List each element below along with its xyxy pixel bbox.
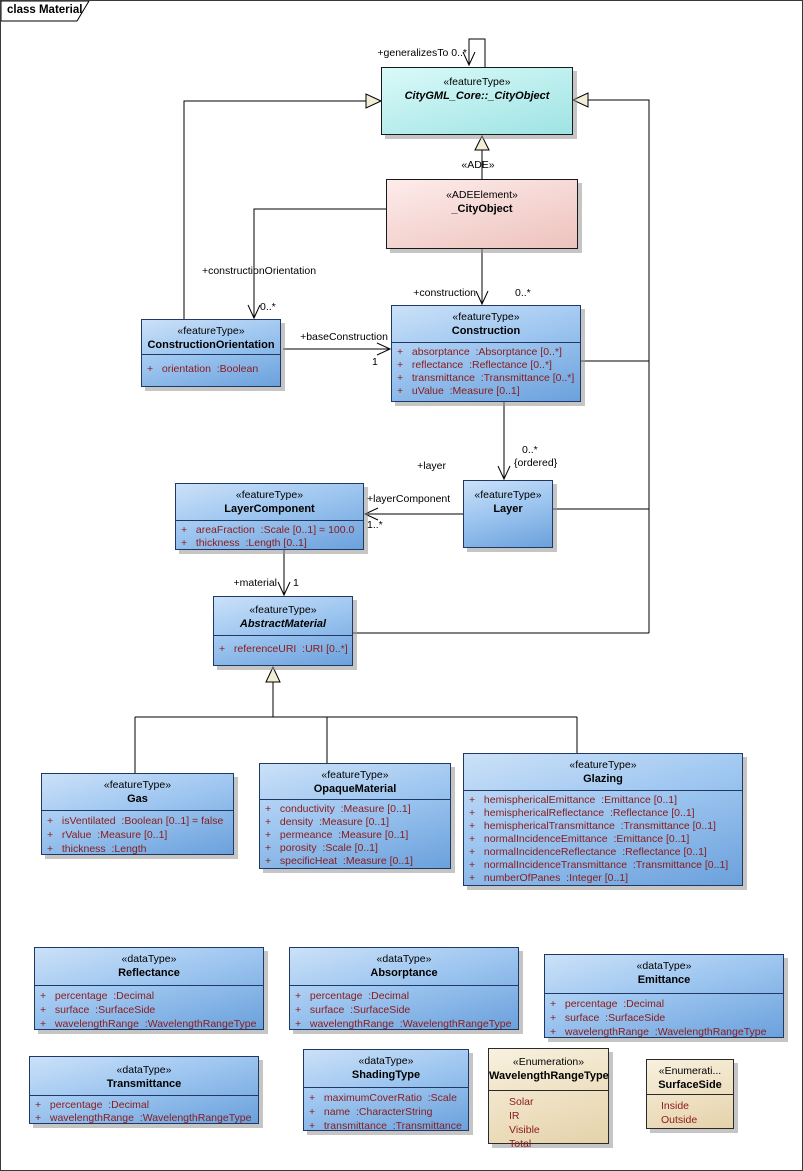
class-name: Gas — [127, 793, 148, 805]
class-box-opaquematerial[interactable] — [259, 763, 451, 869]
attribute: + isVentilated :Boolean [0..1] = false — [47, 815, 224, 827]
connector-label-layercomponent: +layerComponent — [367, 493, 451, 505]
attribute: + percentage :Decimal — [40, 990, 155, 1002]
stereotype-label: «Enumeration» — [512, 1056, 585, 1068]
connector-label-ade: «ADE» — [461, 159, 495, 171]
attributes-compartment — [42, 810, 233, 858]
connector-label-layer: +layer — [417, 460, 446, 472]
attribute: + transmittance :Transmittance — [309, 1120, 462, 1132]
class-name: ShadingType — [351, 1069, 421, 1081]
class-box-layercomponent[interactable] — [175, 483, 364, 550]
connector-label-generalizesto: +generalizesTo 0..* — [377, 47, 467, 59]
enum-literal: Outside — [661, 1114, 698, 1126]
attributes-compartment — [464, 790, 742, 887]
attribute: + hemisphericalReflectance :Reflectance [0..1] — [469, 807, 695, 819]
attributes-compartment — [142, 354, 280, 388]
association-construction[interactable] — [476, 249, 488, 304]
class-header — [35, 948, 263, 985]
attribute: + wavelengthRange :WavelengthRangeType — [295, 1018, 512, 1030]
attribute: + maximumCoverRatio :Scale — [309, 1092, 457, 1104]
class-name: SurfaceSide — [658, 1079, 722, 1091]
connector-label-baseconstruction-mult: 1 — [372, 356, 378, 368]
class-header — [489, 1049, 608, 1090]
attributes-compartment — [290, 985, 518, 1033]
class-name: LayerComponent — [224, 503, 315, 515]
attribute: + areaFraction :Scale [0..1] = 100.0 — [181, 524, 355, 536]
class-header — [545, 955, 783, 993]
attribute: + name :CharacterString — [309, 1106, 433, 1118]
class-name: Reflectance — [118, 967, 180, 979]
attribute: + density :Measure [0..1] — [265, 816, 390, 828]
attributes-compartment — [392, 342, 580, 400]
generalization-constructionorientation-cityobject[interactable] — [184, 94, 381, 319]
class-header — [464, 754, 742, 790]
connector-label-material: +material — [233, 577, 277, 589]
attribute: + permeance :Measure [0..1] — [265, 829, 409, 841]
attribute: + transmittance :Transmittance [0..*] — [397, 372, 575, 384]
association-baseconstruction[interactable] — [283, 343, 390, 355]
class-name: CityGML_Core::_CityObject — [404, 90, 550, 102]
attribute: + surface :SurfaceSide — [40, 1004, 156, 1016]
association-material[interactable] — [278, 550, 290, 595]
attributes-compartment — [35, 985, 263, 1033]
stereotype-label: «dataType» — [116, 1064, 172, 1076]
attribute: + specificHeat :Measure [0..1] — [265, 855, 413, 867]
connector-label-constructionorientation: +constructionOrientation — [201, 265, 317, 277]
class-header — [214, 597, 352, 635]
enum-literal: Inside — [661, 1100, 690, 1112]
class-box-absorptance[interactable] — [289, 947, 519, 1030]
class-box-cityobject[interactable] — [381, 67, 573, 135]
literals-compartment — [647, 1094, 733, 1129]
attribute: + reflectance :Reflectance [0..*] — [397, 359, 552, 371]
attribute: + percentage :Decimal — [295, 990, 410, 1002]
class-box-shadingtype[interactable] — [303, 1049, 469, 1131]
class-name: ConstructionOrientation — [147, 339, 275, 351]
attribute: + wavelengthRange :WavelengthRangeType — [40, 1018, 257, 1030]
class-box-emittance[interactable] — [544, 954, 784, 1038]
attribute: + percentage :Decimal — [550, 998, 665, 1010]
connector-label-baseconstruction: +baseConstruction — [300, 331, 388, 343]
stereotype-label: «featureType» — [569, 759, 637, 771]
attributes-compartment — [545, 993, 783, 1041]
class-box-transmittance[interactable] — [29, 1056, 259, 1124]
stereotype-label: «featureType» — [177, 325, 245, 337]
attribute: + conductivity :Measure [0..1] — [265, 803, 411, 815]
attribute: + normalIncidenceReflectance :Reflectance [0..1] — [469, 846, 707, 858]
attributes-compartment — [214, 635, 352, 658]
attribute: + percentage :Decimal — [35, 1099, 150, 1111]
class-header — [176, 484, 363, 520]
connector-label-construction-mult: 0..* — [515, 287, 531, 299]
attribute: + referenceURI :URI [0..*] — [219, 643, 348, 655]
class-header — [42, 774, 233, 810]
class-header — [647, 1060, 733, 1094]
literals-compartment — [489, 1090, 608, 1153]
attribute: + numberOfPanes :Integer [0..1] — [469, 872, 629, 884]
class-name: _CityObject — [451, 203, 513, 215]
class-header — [304, 1050, 468, 1087]
attribute: + orientation :Boolean — [147, 363, 259, 375]
enum-literal: Visible — [509, 1124, 540, 1136]
class-header — [30, 1057, 258, 1095]
attribute: + thickness :Length [0..1] — [181, 537, 307, 549]
class-header — [290, 948, 518, 985]
stereotype-label: «featureType» — [321, 769, 389, 781]
class-header — [260, 764, 450, 799]
class-name: Transmittance — [106, 1078, 182, 1090]
class-name: Construction — [451, 325, 521, 337]
class-header — [382, 68, 572, 104]
connector-label-construction: +construction — [413, 287, 476, 299]
connector-label-layer-ordered: {ordered} — [514, 457, 558, 469]
stereotype-label: «ADEElement» — [446, 189, 518, 201]
stereotype-label: «featureType» — [249, 604, 317, 616]
class-box-reflectance[interactable] — [34, 947, 264, 1030]
attribute: + surface :SurfaceSide — [295, 1004, 411, 1016]
attributes-compartment — [304, 1087, 468, 1135]
class-name: Absorptance — [370, 967, 438, 979]
attribute: + hemisphericalTransmittance :Transmittance [0..1] — [469, 820, 716, 832]
stereotype-label: «dataType» — [121, 953, 177, 965]
enumeration-box-wavelengthrangetype[interactable] — [488, 1048, 609, 1150]
stereotype-label: «dataType» — [358, 1055, 414, 1067]
attributes-compartment — [30, 1095, 258, 1127]
class-name: AbstractMaterial — [239, 618, 327, 630]
class-header — [387, 180, 577, 217]
realization-ade[interactable] — [475, 136, 489, 179]
stereotype-label: «featureType» — [474, 489, 542, 501]
stereotype-label: «dataType» — [636, 960, 692, 972]
class-box-gas[interactable] — [41, 773, 234, 855]
attribute: + wavelengthRange :WavelengthRangeType — [550, 1026, 767, 1038]
class-box-glazing[interactable] — [463, 753, 743, 886]
attributes-compartment — [260, 799, 450, 870]
class-header — [142, 320, 280, 354]
class-header — [392, 306, 580, 342]
enum-literal: Total — [509, 1138, 532, 1150]
connector-label-constructionorientation-mult: 0..* — [260, 301, 276, 313]
class-name: WavelengthRangeType — [489, 1070, 609, 1082]
stereotype-label: «Enumerati... — [658, 1065, 722, 1077]
class-box-construction[interactable] — [391, 305, 581, 402]
frame-title: class Material — [7, 4, 83, 16]
class-name: Glazing — [583, 773, 623, 785]
enum-literal: IR — [509, 1110, 520, 1122]
attribute: + normalIncidenceEmittance :Emittance [0..1] — [469, 833, 690, 845]
class-box-abstractmaterial[interactable] — [213, 596, 353, 666]
attributes-compartment — [176, 520, 363, 552]
association-layer[interactable] — [498, 402, 510, 479]
class-name: Layer — [493, 503, 523, 515]
class-header — [464, 481, 552, 517]
connector-label-layer-mult: 0..* — [522, 444, 538, 456]
connector-label-layercomponent-mult: 1..* — [367, 519, 383, 531]
attribute: + surface :SurfaceSide — [550, 1012, 666, 1024]
attribute: + hemisphericalEmittance :Emittance [0..1] — [469, 794, 678, 806]
attribute: + absorptance :Absorptance [0..*] — [397, 346, 562, 358]
enumeration-box-surfaceside[interactable] — [646, 1059, 734, 1129]
stereotype-label: «featureType» — [452, 311, 520, 323]
class-name: OpaqueMaterial — [313, 783, 397, 795]
attribute: + rValue :Measure [0..1] — [47, 829, 168, 841]
class-box-ade-cityobject[interactable] — [386, 179, 578, 249]
stereotype-label: «featureType» — [103, 779, 172, 791]
stereotype-label: «featureType» — [443, 76, 511, 88]
enum-literal: Solar — [509, 1096, 534, 1108]
class-box-constructionorientation[interactable] — [141, 319, 281, 387]
connector-label-material-mult: 1 — [293, 577, 299, 589]
stereotype-label: «featureType» — [235, 489, 304, 501]
class-box-layer[interactable] — [463, 480, 553, 548]
attribute: + uValue :Measure [0..1] — [397, 385, 520, 397]
attribute: + normalIncidenceTransmittance :Transmittance [0..1] — [469, 859, 729, 871]
stereotype-label: «dataType» — [376, 953, 432, 965]
attribute: + wavelengthRange :WavelengthRangeType — [35, 1112, 252, 1124]
attribute: + porosity :Scale [0..1] — [265, 842, 378, 854]
class-name: Emittance — [637, 974, 691, 986]
attribute: + thickness :Length — [47, 843, 147, 855]
